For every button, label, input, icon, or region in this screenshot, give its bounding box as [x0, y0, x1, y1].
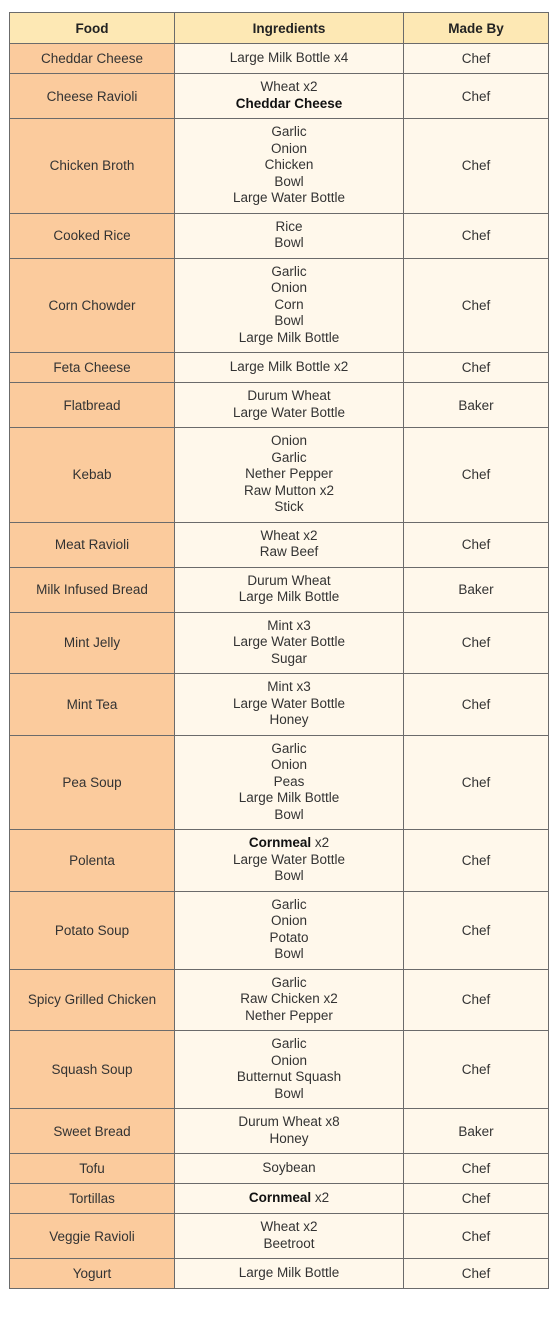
- ingredient-line: [179, 589, 399, 606]
- made-by-cell: Chef: [404, 213, 549, 258]
- made-by-cell: Baker: [404, 383, 549, 428]
- food-cell: Flatbread: [10, 383, 175, 428]
- ingredients-cell: [175, 1031, 404, 1109]
- made-by-cell: Chef: [404, 891, 549, 969]
- ingredient-name: Onion: [270, 140, 308, 156]
- food-cell: Cheddar Cheese: [10, 44, 175, 74]
- ingredient-line: [179, 573, 399, 590]
- ingredient-line: [179, 852, 399, 869]
- ingredient-name: Onion: [270, 433, 308, 448]
- ingredient-line: [179, 190, 399, 207]
- made-by-cell: Chef: [404, 1154, 549, 1184]
- ingredient-line: [179, 528, 399, 545]
- ingredient-line: [179, 913, 399, 930]
- made-by-cell: Chef: [404, 1031, 549, 1109]
- food-cell: Tofu: [10, 1154, 175, 1184]
- ingredient-line: [179, 359, 399, 376]
- ingredient-name: Garlic: [271, 740, 307, 756]
- ingredient-name: Bowl: [274, 946, 304, 961]
- ingredient-line: [179, 297, 399, 314]
- ingredient-name: Wheat x2: [260, 1219, 318, 1234]
- table-header: [10, 13, 549, 44]
- ingredient-name: Wheat x2: [260, 527, 318, 543]
- ingredients-cell: [175, 1214, 404, 1259]
- ingredient-line: [179, 1190, 399, 1207]
- food-cell: Yogurt: [10, 1259, 175, 1289]
- ingredient-line: [179, 280, 399, 297]
- ingredient-line: [179, 235, 399, 252]
- ingredient-name: Large Water Bottle: [232, 695, 346, 711]
- ingredient-name: Nether Pepper: [245, 1007, 333, 1023]
- table-row: [10, 830, 549, 892]
- food-cell: Potato Soup: [10, 891, 175, 969]
- made-by-cell: Chef: [404, 119, 549, 214]
- ingredient-name: Durum Wheat: [247, 572, 331, 588]
- made-by-cell: Chef: [404, 969, 549, 1031]
- ingredient-name: Honey: [269, 712, 309, 727]
- food-cell: Cooked Rice: [10, 213, 175, 258]
- ingredient-name: Bowl: [274, 235, 304, 250]
- food-cell: Chicken Broth: [10, 119, 175, 214]
- ingredient-line: [179, 946, 399, 963]
- food-cell: Veggie Ravioli: [10, 1214, 175, 1259]
- table-row: [10, 1154, 549, 1184]
- made-by-cell: Chef: [404, 612, 549, 674]
- ingredient-name: Large Milk Bottle x2: [229, 359, 349, 375]
- table-row: [10, 567, 549, 612]
- ingredient-name: Bowl: [274, 806, 304, 822]
- ingredient-line: [179, 433, 399, 450]
- food-cell: Corn Chowder: [10, 258, 175, 353]
- ingredient-line: [179, 651, 399, 668]
- ingredient-name: Stick: [274, 499, 304, 514]
- ingredient-line: [179, 96, 399, 113]
- made-by-cell: Chef: [404, 258, 549, 353]
- ingredient-name: Large Milk Bottle: [238, 790, 340, 805]
- ingredient-line: [179, 618, 399, 635]
- ingredient-line: [179, 679, 399, 696]
- ingredient-line: [179, 868, 399, 885]
- ingredient-line: [179, 741, 399, 758]
- ingredient-name: Bowl: [274, 313, 304, 328]
- ingredient-name-bold: Cheddar Cheese: [235, 95, 343, 111]
- ingredient-line: [179, 1114, 399, 1131]
- ingredient-name: Peas: [273, 773, 305, 789]
- ingredients-cell: [175, 74, 404, 119]
- table-row: [10, 1259, 549, 1289]
- ingredient-name: Raw Mutton x2: [243, 482, 335, 498]
- ingredient-name: Durum Wheat x8: [238, 1114, 340, 1129]
- ingredient-name-bold: Cornmeal: [248, 835, 312, 850]
- table-row: [10, 258, 549, 353]
- food-cell: Mint Jelly: [10, 612, 175, 674]
- ingredient-quantity: x2: [311, 1190, 330, 1206]
- ingredient-line: [179, 1069, 399, 1086]
- ingredient-line: [179, 1086, 399, 1103]
- ingredient-line: [179, 544, 399, 561]
- ingredient-line: [179, 1131, 399, 1148]
- table-row: [10, 213, 549, 258]
- ingredient-name: Large Milk Bottle: [238, 1265, 340, 1281]
- ingredient-line: [179, 388, 399, 405]
- ingredient-name: Durum Wheat: [247, 388, 331, 403]
- ingredient-name: Rice: [275, 218, 303, 234]
- food-cell: Tortillas: [10, 1184, 175, 1214]
- food-cell: Cheese Ravioli: [10, 74, 175, 119]
- ingredient-name: Chicken: [264, 157, 314, 172]
- ingredients-cell: [175, 119, 404, 214]
- ingredient-line: [179, 1265, 399, 1282]
- ingredient-name: Large Water Bottle: [232, 190, 346, 205]
- food-cell: Mint Tea: [10, 674, 175, 736]
- ingredient-line: [179, 1219, 399, 1236]
- ingredient-line: [179, 1236, 399, 1253]
- ingredient-name: Onion: [270, 757, 308, 772]
- ingredient-name-bold: Cornmeal: [248, 1190, 312, 1206]
- ingredient-line: [179, 757, 399, 774]
- ingredients-cell: [175, 735, 404, 830]
- ingredients-cell: [175, 1184, 404, 1214]
- ingredient-name: Soybean: [262, 1160, 316, 1176]
- made-by-cell: Chef: [404, 735, 549, 830]
- ingredient-name: Bowl: [274, 868, 304, 883]
- table-row: [10, 1214, 549, 1259]
- table-row: [10, 891, 549, 969]
- ingredient-line: [179, 50, 399, 67]
- table-row: [10, 612, 549, 674]
- ingredient-line: [179, 466, 399, 483]
- made-by-cell: Chef: [404, 353, 549, 383]
- ingredient-name: Large Milk Bottle: [229, 50, 331, 66]
- table-row: [10, 674, 549, 736]
- made-by-cell: Chef: [404, 830, 549, 892]
- ingredient-name: Garlic: [271, 449, 307, 465]
- ingredient-line: [179, 174, 399, 191]
- food-cell: Meat Ravioli: [10, 522, 175, 567]
- food-recipes-table: [9, 12, 549, 1289]
- ingredient-name: Honey: [269, 1130, 309, 1146]
- ingredient-line: [179, 696, 399, 713]
- table-row: [10, 74, 549, 119]
- ingredient-line: [179, 1160, 399, 1177]
- ingredients-cell: [175, 213, 404, 258]
- ingredient-line: [179, 991, 399, 1008]
- ingredient-line: [179, 930, 399, 947]
- made-by-cell: Chef: [404, 74, 549, 119]
- ingredients-cell: [175, 428, 404, 523]
- made-by-cell: Chef: [404, 522, 549, 567]
- ingredients-cell: [175, 522, 404, 567]
- ingredients-cell: [175, 830, 404, 892]
- ingredient-line: [179, 1036, 399, 1053]
- table-row: [10, 969, 549, 1031]
- made-by-cell: Chef: [404, 674, 549, 736]
- ingredient-name: Mint x3: [267, 679, 311, 694]
- ingredient-name: Large Water Bottle: [232, 851, 346, 867]
- header-row: [10, 13, 549, 44]
- ingredient-name: Bowl: [274, 1085, 304, 1101]
- ingredient-name: Nether Pepper: [245, 466, 333, 481]
- table-row: [10, 353, 549, 383]
- ingredient-quantity: x2: [311, 835, 330, 850]
- table-body: [10, 44, 549, 1289]
- table-row: [10, 522, 549, 567]
- ingredient-name: Garlic: [271, 124, 307, 139]
- food-cell: Pea Soup: [10, 735, 175, 830]
- ingredient-line: [179, 219, 399, 236]
- food-cell: Squash Soup: [10, 1031, 175, 1109]
- ingredients-cell: [175, 1109, 404, 1154]
- food-cell: Milk Infused Bread: [10, 567, 175, 612]
- ingredient-line: [179, 774, 399, 791]
- ingredients-cell: [175, 612, 404, 674]
- ingredient-name: Onion: [270, 1052, 308, 1068]
- ingredient-name: Bowl: [274, 173, 304, 189]
- made-by-cell: Baker: [404, 567, 549, 612]
- table-row: [10, 383, 549, 428]
- ingredient-name: Wheat x2: [260, 79, 318, 94]
- ingredients-cell: [175, 969, 404, 1031]
- table-row: [10, 1031, 549, 1109]
- food-cell: Kebab: [10, 428, 175, 523]
- ingredients-cell: [175, 258, 404, 353]
- ingredient-name: Raw Chicken x2: [240, 991, 338, 1006]
- ingredient-name: Corn: [274, 296, 304, 312]
- ingredient-line: [179, 405, 399, 422]
- ingredient-line: [179, 313, 399, 330]
- food-cell: Sweet Bread: [10, 1109, 175, 1154]
- ingredients-cell: [175, 1259, 404, 1289]
- ingredient-name: Garlic: [271, 896, 307, 912]
- ingredient-name: Large Milk Bottle: [238, 329, 340, 345]
- ingredient-line: [179, 634, 399, 651]
- table-row: [10, 1184, 549, 1214]
- ingredient-line: [179, 157, 399, 174]
- ingredient-line: [179, 975, 399, 992]
- table-row: [10, 1109, 549, 1154]
- ingredient-name: Potato: [269, 929, 309, 945]
- ingredient-line: [179, 499, 399, 516]
- ingredients-cell: [175, 674, 404, 736]
- ingredient-name: Beetroot: [263, 1235, 315, 1251]
- ingredient-line: [179, 124, 399, 141]
- ingredient-line: [179, 330, 399, 347]
- ingredient-name: Raw Beef: [259, 544, 319, 559]
- made-by-cell: Chef: [404, 1214, 549, 1259]
- made-by-cell: Chef: [404, 1184, 549, 1214]
- ingredient-line: [179, 835, 399, 852]
- ingredients-cell: [175, 44, 404, 74]
- table-row: [10, 735, 549, 830]
- table-row: [10, 44, 549, 74]
- ingredient-name: Garlic: [271, 1036, 307, 1051]
- food-cell: Spicy Grilled Chicken: [10, 969, 175, 1031]
- ingredient-name: Onion: [270, 280, 308, 295]
- food-cell: Feta Cheese: [10, 353, 175, 383]
- ingredient-line: [179, 712, 399, 729]
- ingredient-line: [179, 79, 399, 96]
- ingredient-line: [179, 483, 399, 500]
- ingredient-name: Large Water Bottle: [232, 634, 346, 649]
- ingredient-line: [179, 1008, 399, 1025]
- ingredient-line: [179, 141, 399, 158]
- ingredient-name: Large Water Bottle: [232, 404, 346, 420]
- ingredient-line: [179, 1053, 399, 1070]
- ingredient-name: Large Milk Bottle: [238, 589, 340, 604]
- made-by-cell: Chef: [404, 44, 549, 74]
- ingredient-name: Garlic: [271, 263, 307, 279]
- ingredient-name: Butternut Squash: [236, 1069, 342, 1084]
- ingredient-line: [179, 897, 399, 914]
- ingredient-line: [179, 790, 399, 807]
- ingredients-cell: [175, 1154, 404, 1184]
- ingredient-name: Sugar: [270, 650, 308, 666]
- ingredient-name: Garlic: [271, 974, 307, 990]
- ingredient-line: [179, 450, 399, 467]
- ingredient-line: [179, 264, 399, 281]
- ingredient-quantity: x4: [330, 50, 349, 66]
- table-row: [10, 119, 549, 214]
- header-ingredients: Ingredients: [175, 13, 404, 44]
- made-by-cell: Chef: [404, 428, 549, 523]
- made-by-cell: Chef: [404, 1259, 549, 1289]
- header-made-by: Made By: [404, 13, 549, 44]
- header-food: Food: [10, 13, 175, 44]
- ingredients-cell: [175, 567, 404, 612]
- ingredients-cell: [175, 891, 404, 969]
- ingredient-line: [179, 807, 399, 824]
- ingredients-cell: [175, 383, 404, 428]
- ingredient-name: Onion: [270, 913, 308, 928]
- ingredients-cell: [175, 353, 404, 383]
- ingredient-name: Mint x3: [267, 617, 311, 633]
- food-cell: Polenta: [10, 830, 175, 892]
- table-row: [10, 428, 549, 523]
- made-by-cell: Baker: [404, 1109, 549, 1154]
